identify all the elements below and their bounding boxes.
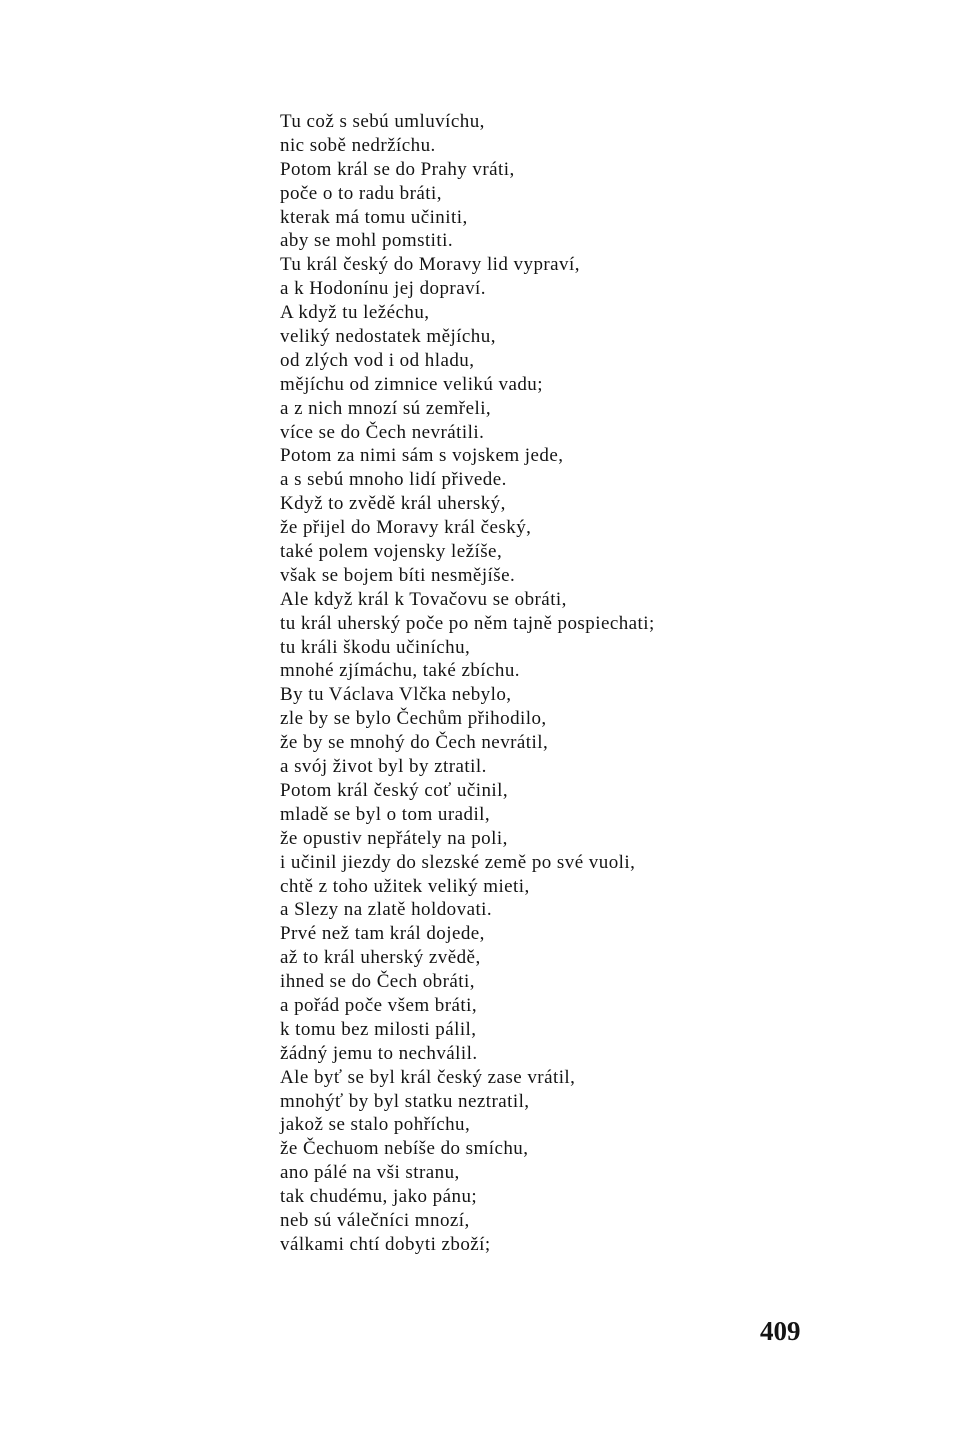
poem-line: Potom král se do Prahy vráti, (280, 158, 515, 180)
poem-line: mladě se byl o tom uradil, (280, 803, 491, 825)
poem-line: a k Hodonínu jej dopraví. (280, 278, 486, 300)
poem-line: více se do Čech nevrátili. (280, 421, 485, 443)
poem-line: ihned se do Čech obráti, (280, 971, 475, 993)
poem-line: mnohýť by byl statku neztratil, (280, 1090, 530, 1112)
poem-line: a z nich mnozí sú zemřeli, (280, 397, 492, 419)
poem-line: že přijel do Moravy král český, (280, 517, 532, 539)
poem-line: žádný jemu to nechválil. (280, 1042, 478, 1064)
poem-line: až to král uherský zvědě, (280, 947, 481, 969)
poem-line: kterak má tomu učiniti, (280, 206, 468, 228)
poem-line: nic sobě nedržíchu. (280, 134, 436, 156)
poem-line: chtě z toho užitek veliký mieti, (280, 875, 530, 897)
page-number: 409 (760, 1316, 801, 1346)
poem-line: tu králi škodu učiníchu, (280, 636, 471, 658)
poem-line: By tu Václava Vlčka nebylo, (280, 684, 512, 706)
poem-line: tu král uherský poče po něm tajně pospiechati; (280, 612, 655, 634)
poem-line: A když tu ležéchu, (280, 302, 430, 324)
poem-line: Potom za nimi sám s vojskem jede, (280, 445, 564, 467)
poem-line: jakož se stalo pohříchu, (280, 1114, 471, 1136)
poem-line: Když to zvědě král uherský, (280, 493, 506, 515)
poem-text (280, 110, 840, 1257)
poem-line: neb sú válečníci mnozí, (280, 1209, 470, 1231)
poem-line: a s sebú mnoho lidí přivede. (280, 469, 507, 491)
poem-line: mějíchu od zimnice velikú vadu; (280, 373, 543, 395)
poem-line: Tu král český do Moravy lid vypraví, (280, 254, 580, 276)
poem-line: že Čechuom nebíše do smíchu, (280, 1138, 529, 1160)
poem-line: tak chudému, jako pánu; (280, 1186, 478, 1208)
poem-line: zle by se bylo Čechům přihodilo, (280, 708, 547, 730)
poem-line: a pořád poče všem bráti, (280, 994, 478, 1016)
poem-line: a svój život byl by ztratil. (280, 756, 487, 778)
poem-line: Tu což s sebú umluvíchu, (280, 111, 485, 132)
poem-line: ano pálé na vši stranu, (280, 1162, 460, 1184)
poem-line: Ale byť se byl král český zase vrátil, (280, 1066, 576, 1088)
poem-line: k tomu bez milosti pálil, (280, 1018, 477, 1040)
poem-line: Ale když král k Tovačovu se obráti, (280, 588, 567, 610)
poem-line: poče o to radu bráti, (280, 182, 442, 204)
poem-line: že by se mnohý do Čech nevrátil, (280, 732, 549, 754)
poem-line: i učinil jiezdy do slezské země po své vuoli, (280, 851, 636, 873)
poem-line: že opustiv nepřátely na poli, (280, 827, 508, 849)
poem-line: také polem vojensky ležíše, (280, 541, 503, 563)
poem-line: aby se mohl pomstiti. (280, 230, 454, 252)
poem-line: mnohé zjímáchu, také zbíchu. (280, 660, 520, 682)
poem-line: válkami chtí dobyti zboží; (280, 1233, 491, 1255)
poem-line: však se bojem bíti nesmějíše. (280, 564, 516, 586)
poem-line: Prvé než tam král dojede, (280, 923, 485, 945)
poem-line: od zlých vod i od hladu, (280, 349, 475, 371)
poem-line: a Slezy na zlatě holdovati. (280, 899, 493, 921)
poem-line: Potom král český coť učinil, (280, 779, 509, 801)
poem-line: veliký nedostatek mějíchu, (280, 326, 496, 348)
